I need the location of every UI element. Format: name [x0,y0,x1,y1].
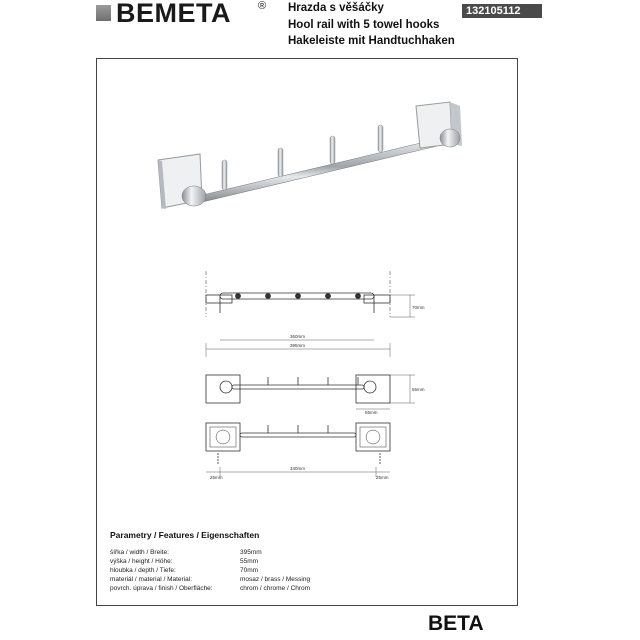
front-view [206,271,415,357]
series-name: BETA [428,612,484,635]
dim-height: 70mm [412,305,425,310]
brand-name: BEMETA [116,0,231,28]
product-title-czech: Hrazda s věšáčky [288,2,384,14]
dim-depth: 55mm [412,387,425,392]
rail-bar [190,136,454,204]
left-end-cap [182,186,206,206]
top-view [206,375,415,409]
dim-mount-spacing: 340mm [290,466,306,471]
spec-label-depth: hloubka / depth / Tiefe: [110,567,176,574]
specs-heading: Parametry / Features / Eigenschaften [110,530,260,540]
dim-base: 55mm [365,410,378,415]
spec-value-height: 55mm [240,558,259,565]
brand-logo-mark [96,5,111,21]
product-title-german: Hakeleiste mit Handtuchhaken [288,35,455,47]
hook-1 [222,160,227,190]
spec-value-material: mosaz / brass / Messing [240,576,311,583]
dim-inner-width: 360mm [290,334,306,339]
product-photo [150,88,470,218]
spec-value-width: 395mm [240,549,262,556]
spec-label-finish: povrch. úprava / finish / Oberfläche: [110,585,213,592]
hook-2 [278,148,283,177]
spec-value-depth: 70mm [240,567,259,574]
spec-value-finish: chrom / chrome / Chrom [240,585,311,592]
dim-left-offset: 25mm [210,475,223,480]
hook-4 [378,125,383,152]
dim-overall-width: 395mm [290,343,306,348]
right-end-cap [440,129,460,147]
dim-right-offset: 25mm [376,475,389,480]
brand-registered-mark: ® [258,0,267,12]
product-title-english: Hool rail with 5 towel hooks [288,19,440,31]
spec-label-material: materiál / material / Material: [110,576,192,583]
spec-label-height: výška / height / Höhe: [110,558,173,565]
spec-label-width: šířka / width / Breite: [110,549,169,556]
technical-drawings [190,265,440,490]
product-code-badge: 132105112 [462,4,542,18]
hook-3 [330,136,335,164]
